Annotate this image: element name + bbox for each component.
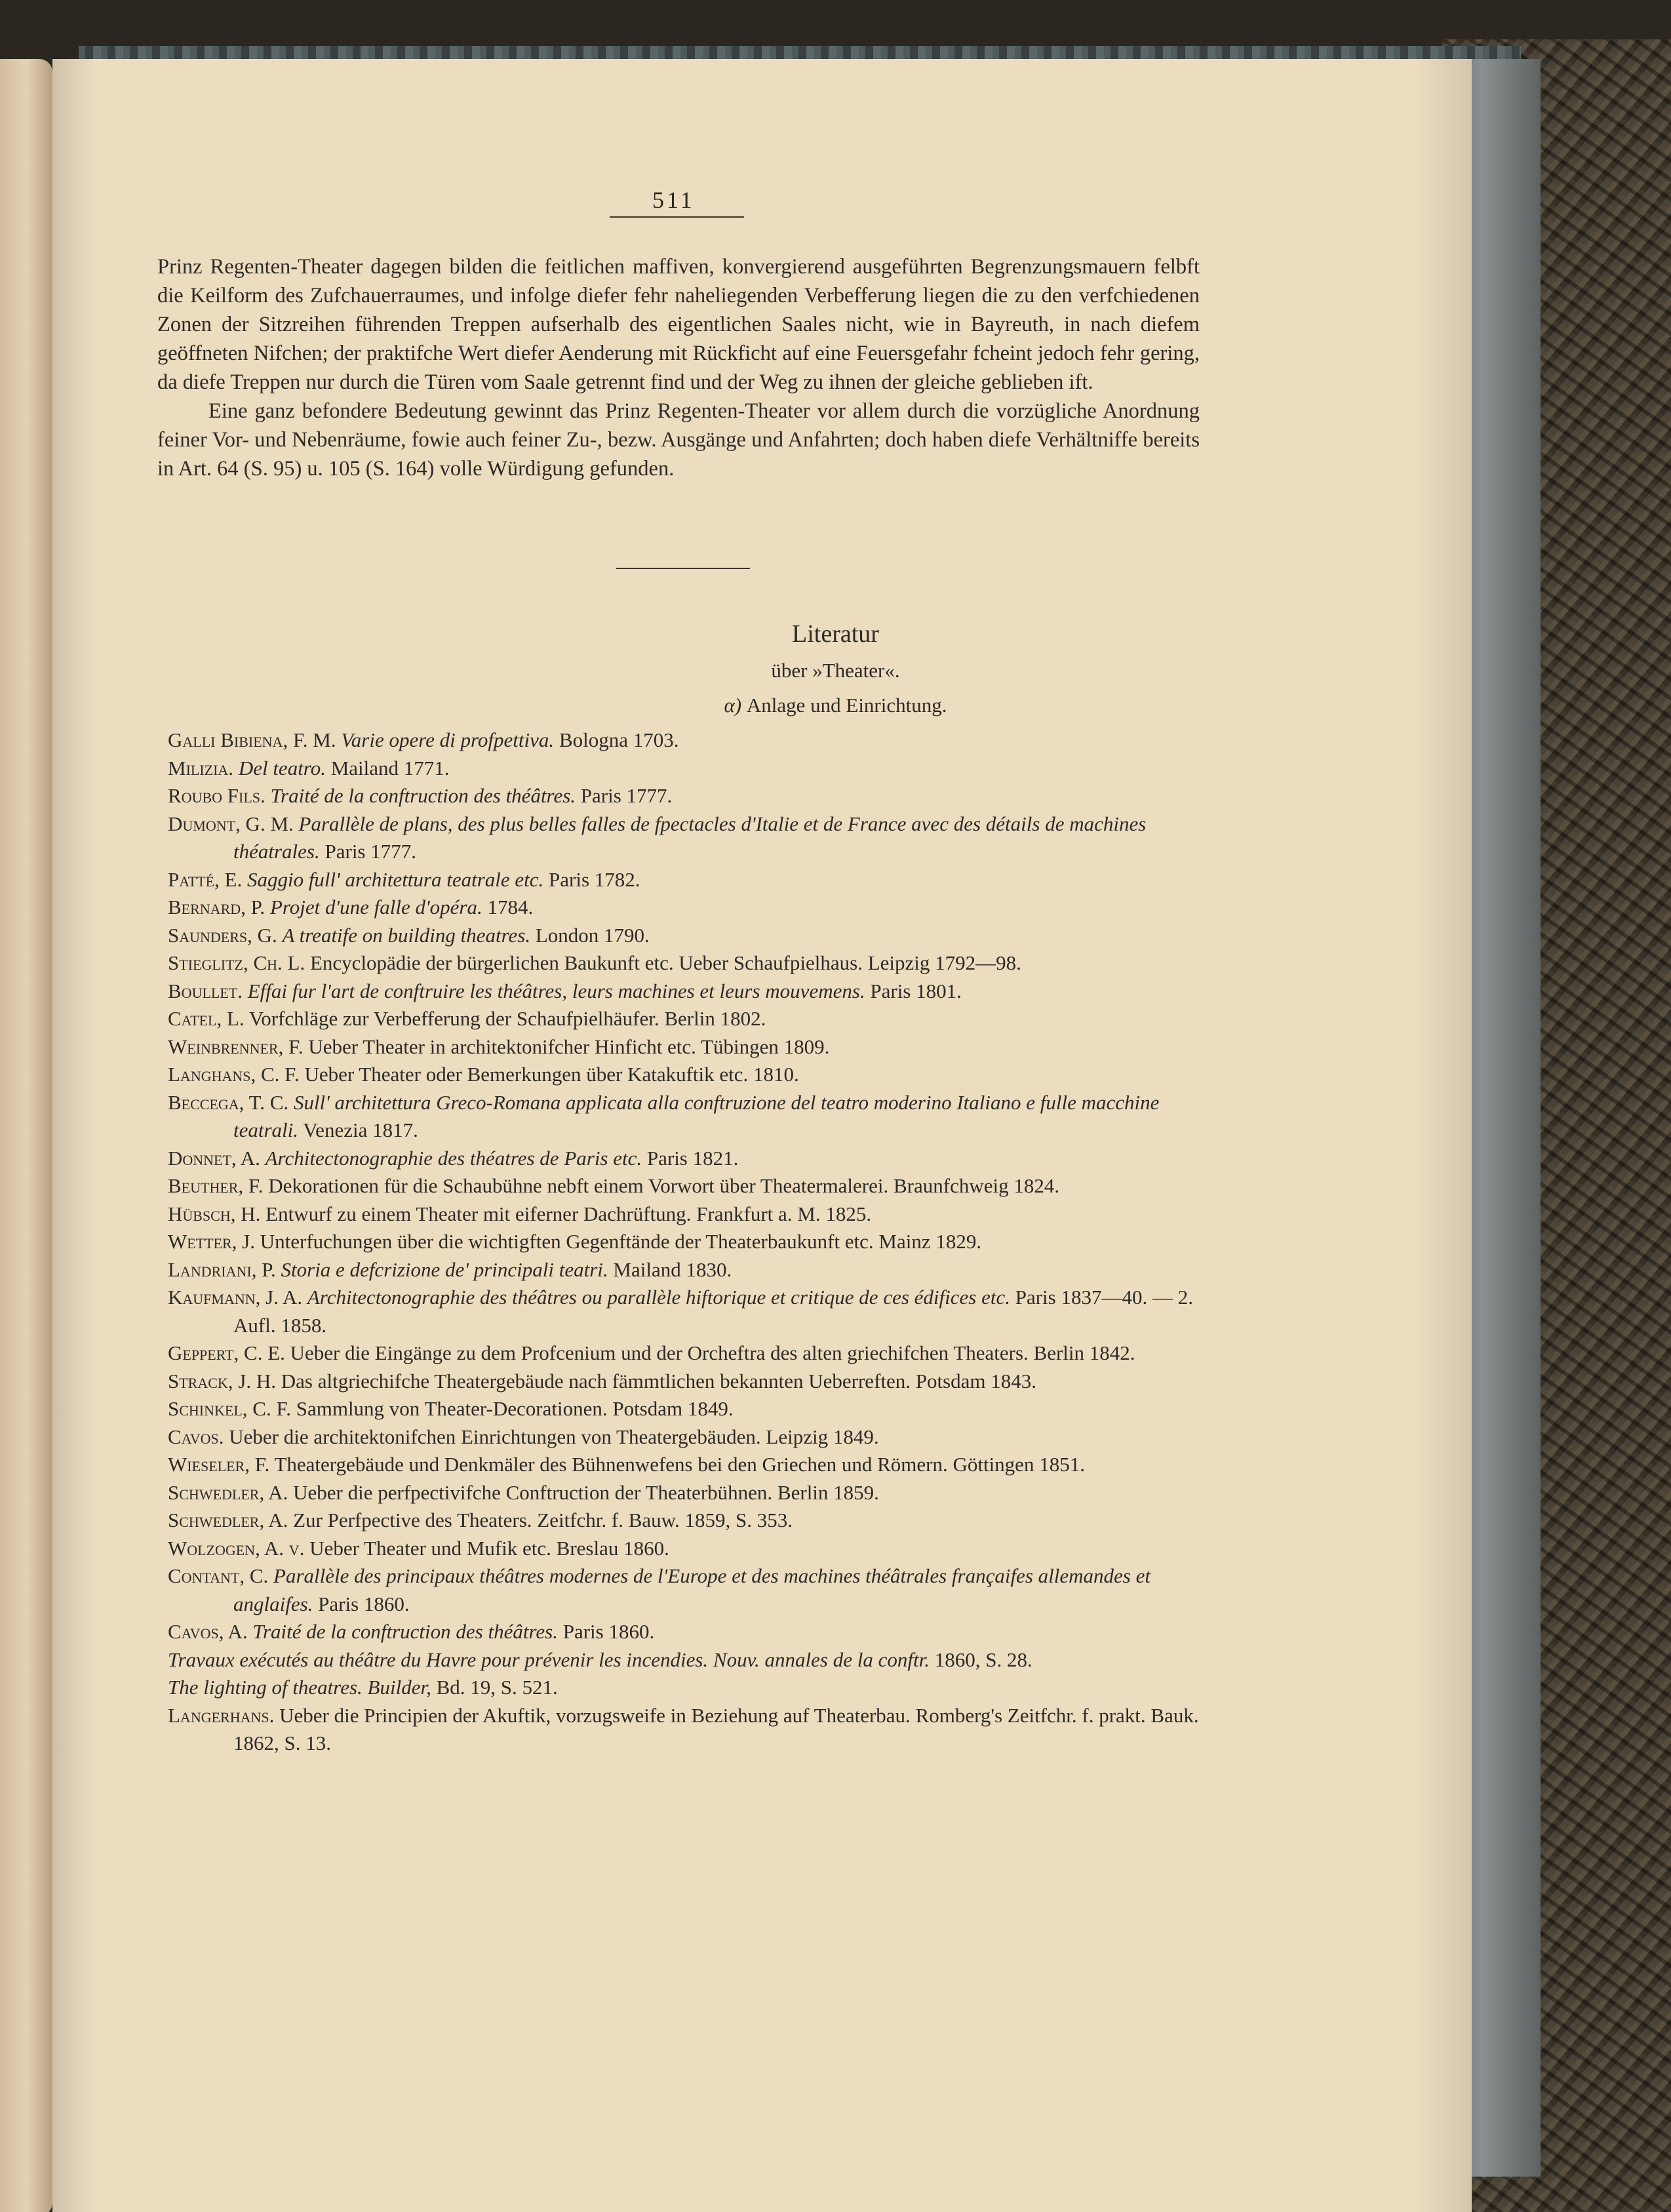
reference-rest: Ueber Theater und Mufik etc. Breslau 1860. xyxy=(309,1536,669,1560)
reference-rest: Paris 1801. xyxy=(870,979,962,1002)
reference-rest: Ueber Theater oder Bemerkungen über Katakuftik etc. 1810. xyxy=(304,1063,799,1086)
reference-rest: 1860, S. 28. xyxy=(934,1648,1032,1671)
reference-rest: Theatergebäude und Denkmäler des Bühnenwefens bei den Griechen und Römern. Göttingen 1851. xyxy=(274,1453,1085,1476)
reference-entry xyxy=(168,894,1217,922)
reference-rest: Sammlung von Theater-Decorationen. Potsdam 1849. xyxy=(296,1397,734,1420)
left-page-edge xyxy=(0,59,52,2212)
reference-rest: Dekorationen für die Schaubühne nebft einem Vorwort über Theatermalerei. Braunfchweig 1824. xyxy=(268,1174,1060,1197)
reference-entry xyxy=(168,1646,1217,1674)
reference-author: Wetter, J. xyxy=(168,1230,256,1253)
reference-rest: Ueber die Principien der Akuftik, vorzugsweife in Beziehung auf Theaterbau. Romberg's Zeitfchr. f. prakt. Bauk. 1862, S. 13. xyxy=(233,1703,1199,1754)
reference-entry xyxy=(168,1535,1217,1563)
body-text xyxy=(157,252,1200,483)
reference-author: Langerhans. xyxy=(168,1703,275,1727)
paragraph: Prinz Regenten-Theater dagegen bilden die feitlichen maffiven, konvergierend ausgeführten Begrenzungsmauern felbft die Keilform des Zufchauerraumes, und infolge diefer fehr naheliegenden Verbefferung liegen die zu den verfchiedenen Zonen der Sitzreihen führenden Treppen aufserhalb des eigentlichen Saales nicht, wie in Bayreuth, in nach diefem geöffneten Nifchen; der praktifche Wert diefer Aenderung mit Rückficht auf eine Feuersgefahr fcheint jedoch fehr gering, da diefe Treppen nur durch die Türen vom Saale getrennt find und der Weg zu ihnen der gleiche geblieben ift. xyxy=(157,255,1200,394)
reference-rest: Entwurf zu einem Theater mit eiferner Dachrüftung. Frankfurt a. M. 1825. xyxy=(265,1202,872,1225)
reference-author: Cavos, A. xyxy=(168,1620,248,1643)
reference-author: Beccega, T. C. xyxy=(168,1090,289,1114)
reference-entry xyxy=(168,1618,1217,1646)
reference-rest: Paris 1860. xyxy=(318,1592,410,1615)
reference-rest: Encyclopädie der bürgerlichen Baukunft etc. Ueber Schaufpielhaus. Leipzig 1792—98. xyxy=(309,951,1021,974)
page-number-rule xyxy=(610,216,744,218)
reference-entry xyxy=(168,1172,1217,1200)
reference-work: Traité de la conftruction des théâtres. xyxy=(252,1620,558,1643)
section-title: Anlage und Einrichtung. xyxy=(746,694,947,717)
section-marker: α) xyxy=(724,694,742,717)
reference-work: Varie opere di profpettiva. xyxy=(341,728,555,751)
reference-rest: Mailand 1830. xyxy=(613,1257,732,1281)
reference-rest: Ueber die perfpectivifche Conftruction der Theaterbühnen. Berlin 1859. xyxy=(293,1480,879,1504)
reference-entry xyxy=(168,1284,1217,1339)
reference-entry xyxy=(168,782,1217,810)
reference-entry xyxy=(168,1368,1217,1396)
reference-work: Storia e defcrizione de' principali teatri. xyxy=(281,1257,608,1281)
reference-rest: Mailand 1771. xyxy=(330,756,450,780)
reference-entry xyxy=(168,1005,1217,1033)
reference-author: Landriani, P. xyxy=(168,1257,276,1281)
reference-entry xyxy=(168,1395,1217,1423)
reference-author: Langhans, C. F. xyxy=(168,1063,300,1086)
reference-author: Beuther, F. xyxy=(168,1174,264,1197)
reference-author: Contant, C. xyxy=(168,1564,269,1587)
reference-author: Schwedler, A. xyxy=(168,1480,288,1504)
reference-rest: Paris 1782. xyxy=(549,867,640,891)
reference-work: Traité de la conftruction des théâtres. xyxy=(270,784,576,807)
reference-work: Effai fur l'art de conftruire les théâtres, leurs machines et leurs mouvemens. xyxy=(247,979,865,1002)
literature-subheading: über »Theater«. xyxy=(771,659,900,682)
reference-rest: Bd. 19, S. 521. xyxy=(436,1676,558,1699)
reference-entry xyxy=(168,1451,1217,1479)
reference-entry xyxy=(168,1200,1217,1229)
reference-rest: Unterfuchungen über die wichtigften Gegenftände der Theaterbaukunft etc. Mainz 1829. xyxy=(260,1230,982,1253)
paragraph: Eine ganz befondere Bedeutung gewinnt das Prinz Regenten-Theater vor allem durch die vorzügliche Anordnung feiner Vor- und Nebenräume, fowie auch feiner Zu-, bezw. Ausgänge und Anfahrten; doch haben diefe Verhältniffe bereits in Art. 64 (S. 95) u. 105 (S. 164) volle Würdigung gefunden. xyxy=(157,399,1200,481)
reference-author: Strack, J. H. xyxy=(168,1369,277,1392)
reference-work: Parallèle de plans, des plus belles falles de fpectacles d'Italie et de France avec des détails de machines théatrales. xyxy=(233,812,1147,863)
reference-author: Milizia. xyxy=(168,756,234,780)
reference-work: Projet d'une falle d'opéra. xyxy=(269,896,482,918)
reference-work: Parallèle des principaux théâtres modernes de l'Europe et des machines théâtrales françaifes allemandes et anglaifes. xyxy=(233,1564,1150,1615)
reference-rest: 1784. xyxy=(487,896,534,918)
reference-author: Boullet. xyxy=(168,979,243,1002)
reference-rest: Venezia 1817. xyxy=(303,1118,418,1141)
reference-entry xyxy=(168,1228,1217,1256)
reference-rest: Ueber Theater in architektonifcher Hinficht etc. Tübingen 1809. xyxy=(308,1035,830,1058)
reference-author: Saunders, G. xyxy=(168,923,277,947)
reference-rest: Ueber die Eingänge zu dem Profcenium und der Orcheftra des alten griechifchen Theaters. Berlin 1842. xyxy=(290,1341,1135,1364)
reference-author: Weinbrenner, F. xyxy=(168,1035,304,1058)
reference-rest: Paris 1777. xyxy=(324,840,416,863)
reference-entry xyxy=(168,1061,1217,1089)
reference-work: A treatife on building theatres. xyxy=(282,923,531,947)
literature-heading: Literatur xyxy=(792,620,879,648)
reference-author: Donnet, A. xyxy=(168,1146,260,1170)
reference-author: Roubo Fils. xyxy=(168,784,265,807)
reference-work: Saggio full' architettura teatrale etc. xyxy=(246,867,544,891)
section-divider xyxy=(616,568,750,569)
reference-entry xyxy=(168,810,1217,866)
reference-rest: Ueber die architektonifchen Einrichtungen von Theatergebäuden. Leipzig 1849. xyxy=(229,1425,879,1448)
reference-author: Cavos. xyxy=(168,1425,224,1448)
reference-rest: Zur Perfpective des Theaters. Zeitfchr. f. Bauw. 1859, S. 353. xyxy=(293,1509,793,1531)
reference-entry xyxy=(168,1674,1217,1702)
reference-rest: Paris 1777. xyxy=(580,784,673,807)
reference-entry xyxy=(168,1033,1217,1061)
reference-work: Travaux exécutés au théâtre du Havre pour prévenir les incendies. Nouv. annales de la conftr. xyxy=(168,1648,930,1671)
reference-entry xyxy=(168,1507,1217,1535)
reference-author: Galli Bibiena, F. M. xyxy=(168,728,336,751)
reference-author: Schinkel, C. F. xyxy=(168,1397,291,1420)
reference-rest: Paris 1837—40. — 2. Aufl. 1858. xyxy=(233,1286,1193,1337)
reference-author: Bernard, P. xyxy=(168,896,265,918)
reference-entry xyxy=(168,866,1217,894)
reference-author: Hübsch, H. xyxy=(168,1202,261,1225)
reference-entry xyxy=(168,1339,1217,1368)
reference-entry xyxy=(168,949,1217,978)
reference-author: Wolzogen, A. v. xyxy=(168,1536,305,1560)
reference-work: The lighting of theatres. Builder, xyxy=(168,1676,431,1699)
reference-rest: Das altgriechifche Theatergebäude nach fämmtlichen bekannten Ueberreften. Potsdam 1843. xyxy=(281,1369,1037,1392)
reference-author: Stieglitz, Ch. L. xyxy=(168,951,305,974)
reference-entry xyxy=(168,1562,1217,1618)
reference-entry xyxy=(168,922,1217,950)
reference-author: Patté, E. xyxy=(168,867,243,891)
page-number: 511 xyxy=(652,187,695,213)
reference-list xyxy=(168,726,1217,1758)
reference-rest: Paris 1860. xyxy=(562,1620,655,1643)
reference-author: Schwedler, A. xyxy=(168,1509,288,1531)
reference-entry xyxy=(168,1423,1217,1452)
reference-entry xyxy=(168,1089,1217,1145)
reference-entry xyxy=(168,978,1217,1006)
reference-entry xyxy=(168,1702,1217,1758)
reference-work: Del teatro. xyxy=(238,756,326,780)
reference-rest: London 1790. xyxy=(535,923,650,947)
reference-entry xyxy=(168,1256,1217,1284)
reference-rest: Vorfchläge zur Verbefferung der Schaufpielhäufer. Berlin 1802. xyxy=(248,1007,766,1030)
reference-author: Wieseler, F. xyxy=(168,1453,270,1476)
reference-author: Dumont, G. M. xyxy=(168,812,294,835)
reference-work: Sull' architettura Greco-Romana applicata alla conftruzione del teatro moderino Italiano e fulle macchine teatrali. xyxy=(233,1090,1160,1141)
reference-author: Catel, L. xyxy=(168,1007,245,1030)
reference-work: Architectonographie des théatres de Paris etc. xyxy=(265,1146,642,1170)
reference-entry xyxy=(168,1145,1217,1173)
section-heading xyxy=(0,694,1671,717)
reference-entry xyxy=(168,726,1217,755)
reference-entry xyxy=(168,1479,1217,1507)
reference-author: Kaufmann, J. A. xyxy=(168,1286,303,1309)
reference-rest: Paris 1821. xyxy=(646,1146,739,1170)
reference-work: Architectonographie des théâtres ou parallèle hiftorique et critique de ces édifices etc. xyxy=(307,1286,1010,1309)
reference-entry xyxy=(168,755,1217,783)
reference-author: Geppert, C. E. xyxy=(168,1341,285,1364)
reference-rest: Bologna 1703. xyxy=(559,728,679,751)
